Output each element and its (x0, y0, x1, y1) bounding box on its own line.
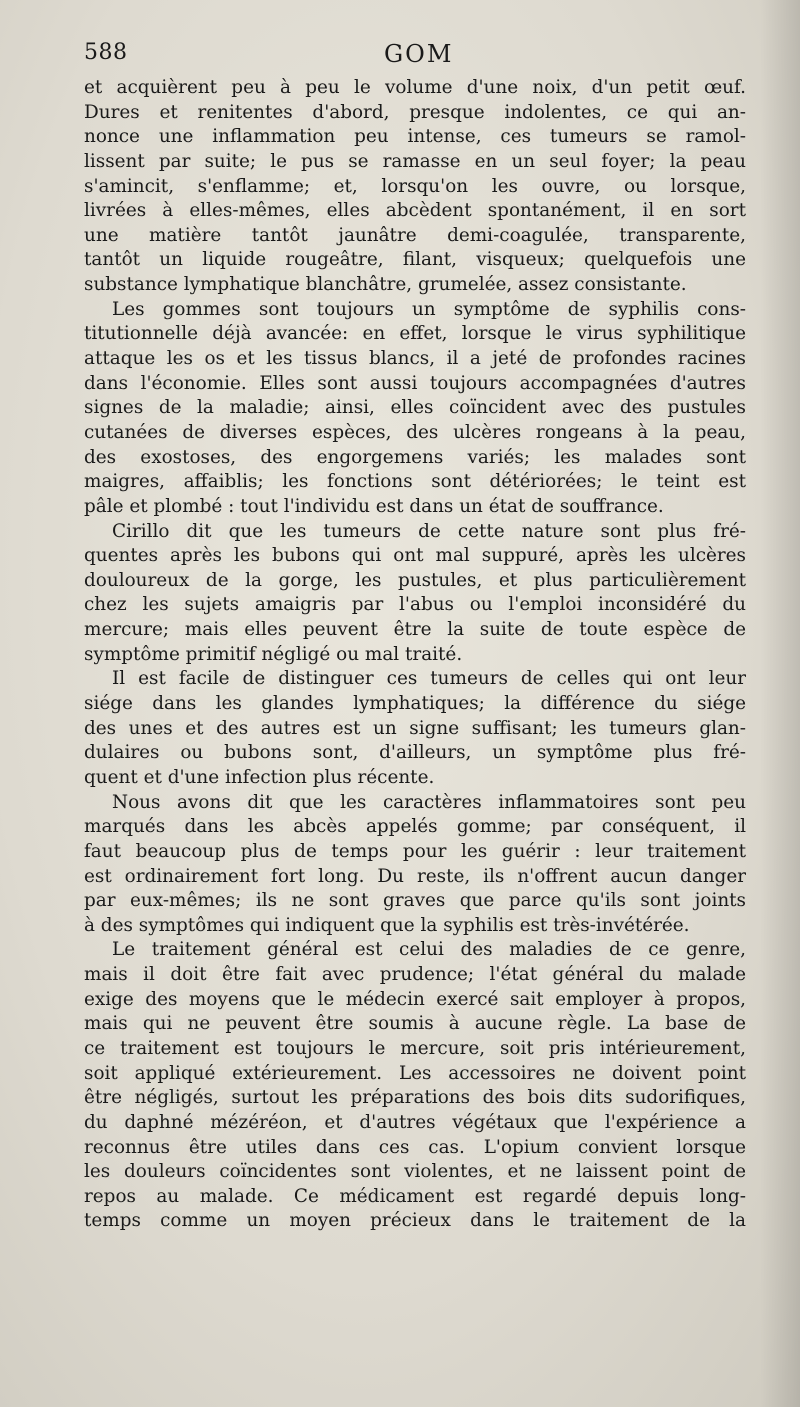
text-line: des unes et des autres est un signe suffisant; les tumeurs glan- (84, 717, 746, 739)
body-text (84, 76, 746, 1234)
text-line: une matière tantôt jaunâtre demi-coagulée, transparente, (84, 224, 746, 246)
text-line: repos au malade. Ce médicament est regardé depuis long- (84, 1185, 746, 1207)
text-line: mercure; mais elles peuvent être la suite de toute espèce de (84, 619, 746, 641)
text-line: marqués dans les abcès appelés gomme; par conséquent, il (84, 816, 746, 838)
text-line: et acquièrent peu à peu le volume d'une noix, d'un petit œuf. (84, 77, 746, 98)
text-line: tantôt un liquide rougeâtre, filant, visqueux; quelquefois une (84, 249, 746, 271)
text-line: dans l'économie. Elles sont aussi toujours accompagnées d'autres (84, 372, 746, 394)
text-line: faut beaucoup plus de temps pour les guérir : leur traitement (84, 840, 746, 862)
text-line: chez les sujets amaigris par l'abus ou l'emploi inconsidéré du (84, 594, 746, 616)
text-line: maigres, affaiblis; les fonctions sont détériorées; le teint est (84, 471, 746, 493)
text-line: ce traitement est toujours le mercure, soit pris intérieurement, (84, 1037, 746, 1059)
text-line: douloureux de la gorge, les pustules, et plus particulièrement (84, 569, 746, 591)
text-line: mais qui ne peuvent être soumis à aucune règle. La base de (84, 1013, 746, 1035)
text-line: à des symptômes qui indiquent que la syphilis est très-invétérée. (84, 914, 690, 936)
text-line: Le traitement général est celui des maladies de ce genre, (112, 939, 746, 961)
text-line: Les gommes sont toujours un symptôme de syphilis cons- (112, 298, 746, 320)
page-header (84, 40, 744, 72)
text-line: Dures et renitentes d'abord, presque indolentes, ce qui an- (84, 101, 746, 123)
text-line: les douleurs coïncidentes sont violentes, et ne laissent point de (84, 1161, 746, 1183)
text-line: mais il doit être fait avec prudence; l'état général du malade (84, 964, 746, 986)
text-line: Il est facile de distinguer ces tumeurs de celles qui ont leur (112, 668, 746, 690)
text-line: symptôme primitif négligé ou mal traité. (84, 643, 463, 665)
text-line: livrées à elles-mêmes, elles abcèdent spontanément, il en sort (84, 200, 746, 222)
text-line: du daphné mézéréon, et d'autres végétaux que l'expérience a (84, 1111, 746, 1133)
text-line: pâle et plombé : tout l'individu est dans un état de souffrance. (84, 495, 664, 517)
text-line: siége dans les glandes lymphatiques; la différence du siége (84, 693, 746, 715)
text-line: par eux-mêmes; ils ne sont graves que parce qu'ils sont joints (84, 890, 746, 912)
text-line: lissent par suite; le pus se ramasse en un seul foyer; la peau (84, 150, 746, 172)
page-number: 588 (84, 40, 128, 65)
text-line: dulaires ou bubons sont, d'ailleurs, un symptôme plus fré- (84, 742, 746, 764)
text-line: reconnus être utiles dans ces cas. L'opium convient lorsque (84, 1136, 746, 1158)
running-head: GOM (384, 40, 454, 68)
text-line: quentes après les bubons qui ont mal suppuré, après les ulcères (84, 545, 746, 567)
text-line: exige des moyens que le médecin exercé sait employer à propos, (84, 988, 746, 1010)
text-line: quent et d'une infection plus récente. (84, 766, 435, 788)
text-line: substance lymphatique blanchâtre, grumelée, assez consistante. (84, 274, 687, 296)
text-line: s'amincit, s'enflamme; et, lorsqu'on les ouvre, ou lorsque, (84, 175, 746, 197)
text-line: nonce une inflammation peu intense, ces tumeurs se ramol- (84, 126, 746, 148)
text-line: est ordinairement fort long. Du reste, ils n'offrent aucun danger (84, 865, 746, 887)
text-line: des exostoses, des engorgemens variés; les malades sont (84, 446, 746, 468)
text-line: cutanées de diverses espèces, des ulcères rongeans à la peau, (84, 421, 746, 443)
text-line: être négligés, surtout les préparations des bois dits sudorifiques, (84, 1087, 746, 1109)
text-line: soit appliqué extérieurement. Les accessoires ne doivent point (84, 1062, 746, 1084)
text-line: temps comme un moyen précieux dans le traitement de la (84, 1210, 746, 1232)
text-line: Cirillo dit que les tumeurs de cette nature sont plus fré- (112, 520, 746, 542)
text-line: Nous avons dit que les caractères inflammatoires sont peu (112, 791, 746, 813)
page-edge-shadow (760, 0, 800, 1407)
text-line: signes de la maladie; ainsi, elles coïncident avec des pustules (84, 397, 746, 419)
text-line: attaque les os et les tissus blancs, il a jeté de profondes racines (84, 348, 746, 370)
text-line: titutionnelle déjà avancée: en effet, lorsque le virus syphilitique (84, 323, 746, 345)
